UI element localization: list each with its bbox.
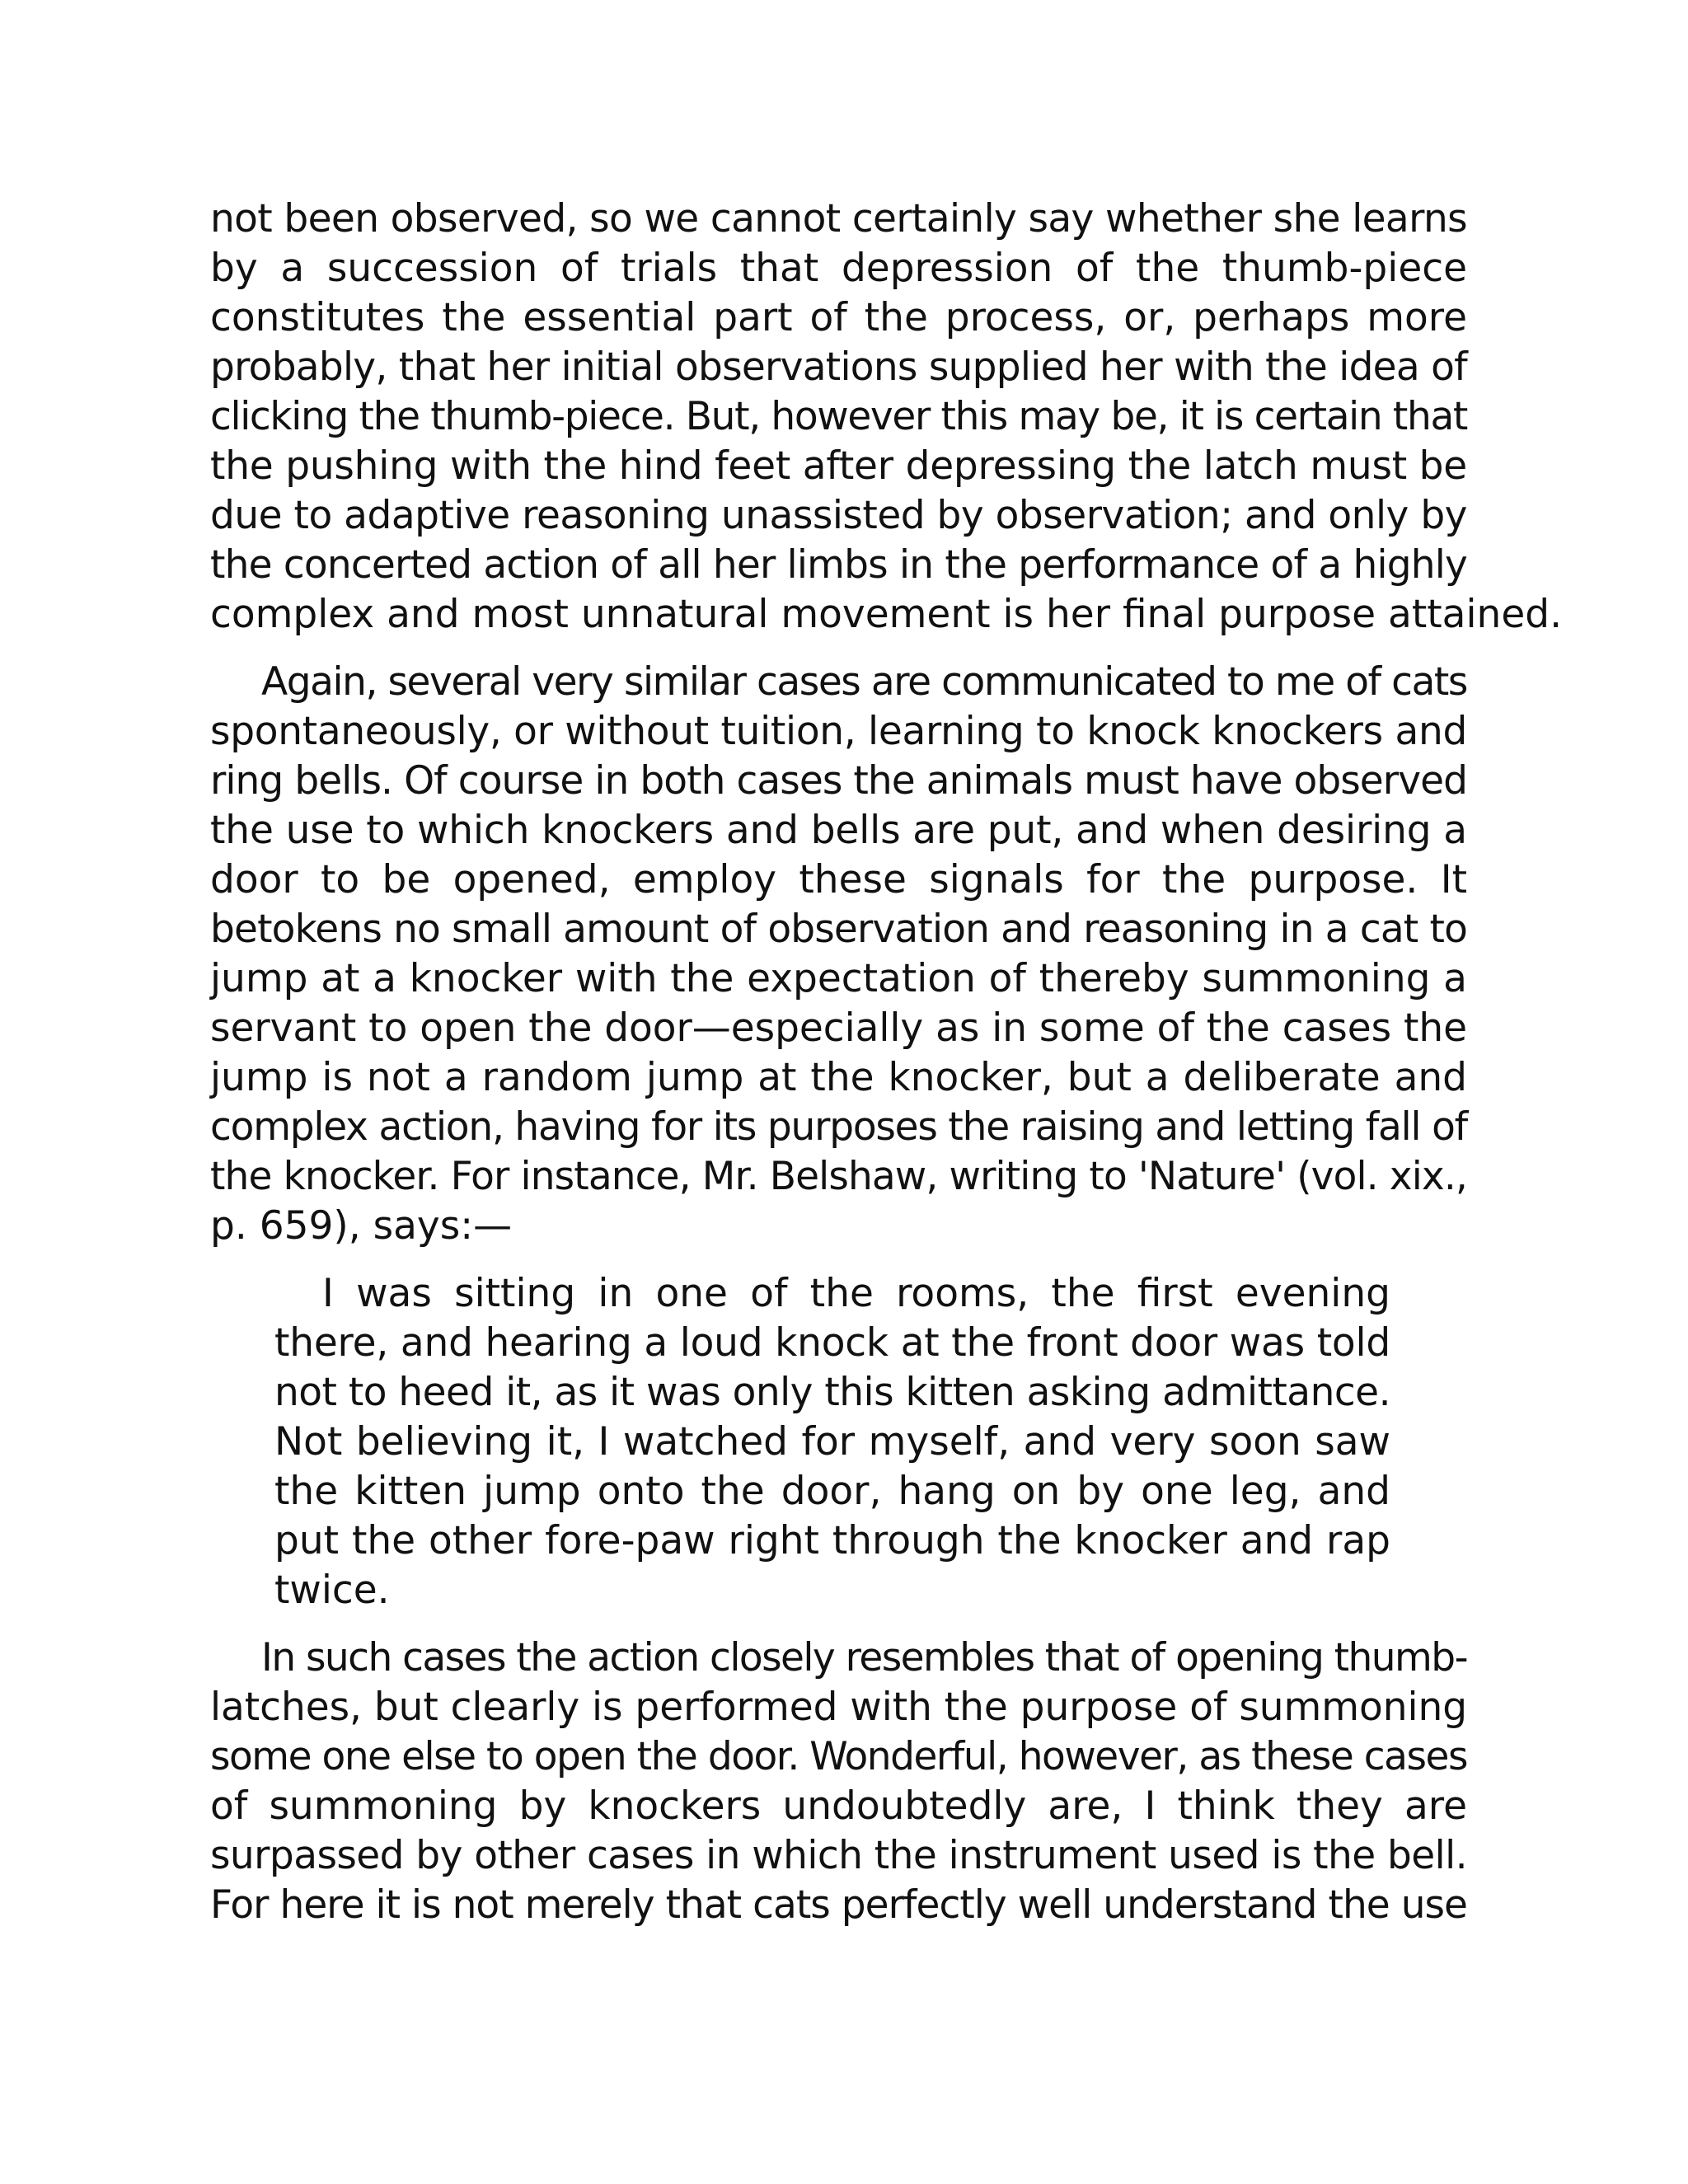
text-line: ring bells. Of course in both cases the animals must have observed bbox=[210, 758, 1467, 804]
block-quote bbox=[274, 1269, 1390, 1615]
text-line: jump at a knocker with the expectation of thereby summoning a bbox=[210, 956, 1467, 1001]
text-line: there, and hearing a loud knock at the front door was told bbox=[274, 1320, 1390, 1366]
text-line: by a succession of trials that depression of the thumb-piece bbox=[210, 246, 1467, 291]
text-line: some one else to open the door. Wonderful, however, as these cases bbox=[210, 1734, 1467, 1779]
text-line: servant to open the door—especially as in some of the cases the bbox=[210, 1005, 1467, 1051]
page-body bbox=[210, 194, 1563, 1930]
text-line: complex action, having for its purposes the raising and letting fall of bbox=[210, 1104, 1467, 1150]
text-line: Not believing it, I watched for myself, and very soon saw bbox=[274, 1419, 1390, 1465]
text-line: p. 659), says:— bbox=[210, 1203, 513, 1249]
text-line: constitutes the essential part of the process, or, perhaps more bbox=[210, 295, 1467, 340]
text-line: surpassed by other cases in which the instrument used is the bell. bbox=[210, 1833, 1467, 1878]
text-line: probably, that her initial observations supplied her with the idea of bbox=[210, 344, 1467, 390]
text-line: complex and most unnatural movement is her final purpose attained. bbox=[210, 592, 1563, 637]
text-line: spontaneously, or without tuition, learning to knock knockers and bbox=[210, 709, 1467, 754]
text-line: the concerted action of all her limbs in the performance of a highly bbox=[210, 542, 1467, 588]
text-line: the kitten jump onto the door, hang on by one leg, and bbox=[274, 1469, 1390, 1514]
text-line: clicking the thumb-piece. But, however this may be, it is certain that bbox=[210, 394, 1467, 439]
text-line: twice. bbox=[274, 1568, 390, 1613]
text-line: not been observed, so we cannot certainly say whether she learns bbox=[210, 196, 1467, 241]
text-line: betokens no small amount of observation and reasoning in a cat to bbox=[210, 907, 1467, 952]
text-line: In such cases the action closely resembles that of opening thumb- bbox=[261, 1635, 1467, 1680]
text-line: not to heed it, as it was only this kitten asking admittance. bbox=[274, 1370, 1390, 1415]
text-line: I was sitting in one of the rooms, the first evening bbox=[322, 1271, 1390, 1316]
text-line: due to adaptive reasoning unassisted by observation; and only by bbox=[210, 493, 1467, 538]
paragraph-1 bbox=[210, 194, 1563, 640]
paragraph-3 bbox=[210, 1633, 1467, 1930]
text-line: the use to which knockers and bells are put, and when desiring a bbox=[210, 808, 1467, 853]
text-line: Again, several very similar cases are communicated to me of cats bbox=[261, 659, 1467, 705]
paragraph-2 bbox=[210, 658, 1467, 1251]
text-line: put the other fore-paw right through the knocker and rap bbox=[274, 1518, 1390, 1563]
text-line: For here it is not merely that cats perfectly well understand the use bbox=[210, 1882, 1467, 1928]
text-line: door to be opened, employ these signals for the purpose. It bbox=[210, 857, 1467, 902]
text-line: of summoning by knockers undoubtedly are, I think they are bbox=[210, 1783, 1467, 1829]
text-line: the pushing with the hind feet after depressing the latch must be bbox=[210, 443, 1467, 489]
text-line: latches, but clearly is performed with the purpose of summoning bbox=[210, 1685, 1467, 1730]
text-line: the knocker. For instance, Mr. Belshaw, writing to 'Nature' (vol. xix., bbox=[210, 1154, 1467, 1199]
text-line: jump is not a random jump at the knocker, but a deliberate and bbox=[210, 1055, 1467, 1100]
